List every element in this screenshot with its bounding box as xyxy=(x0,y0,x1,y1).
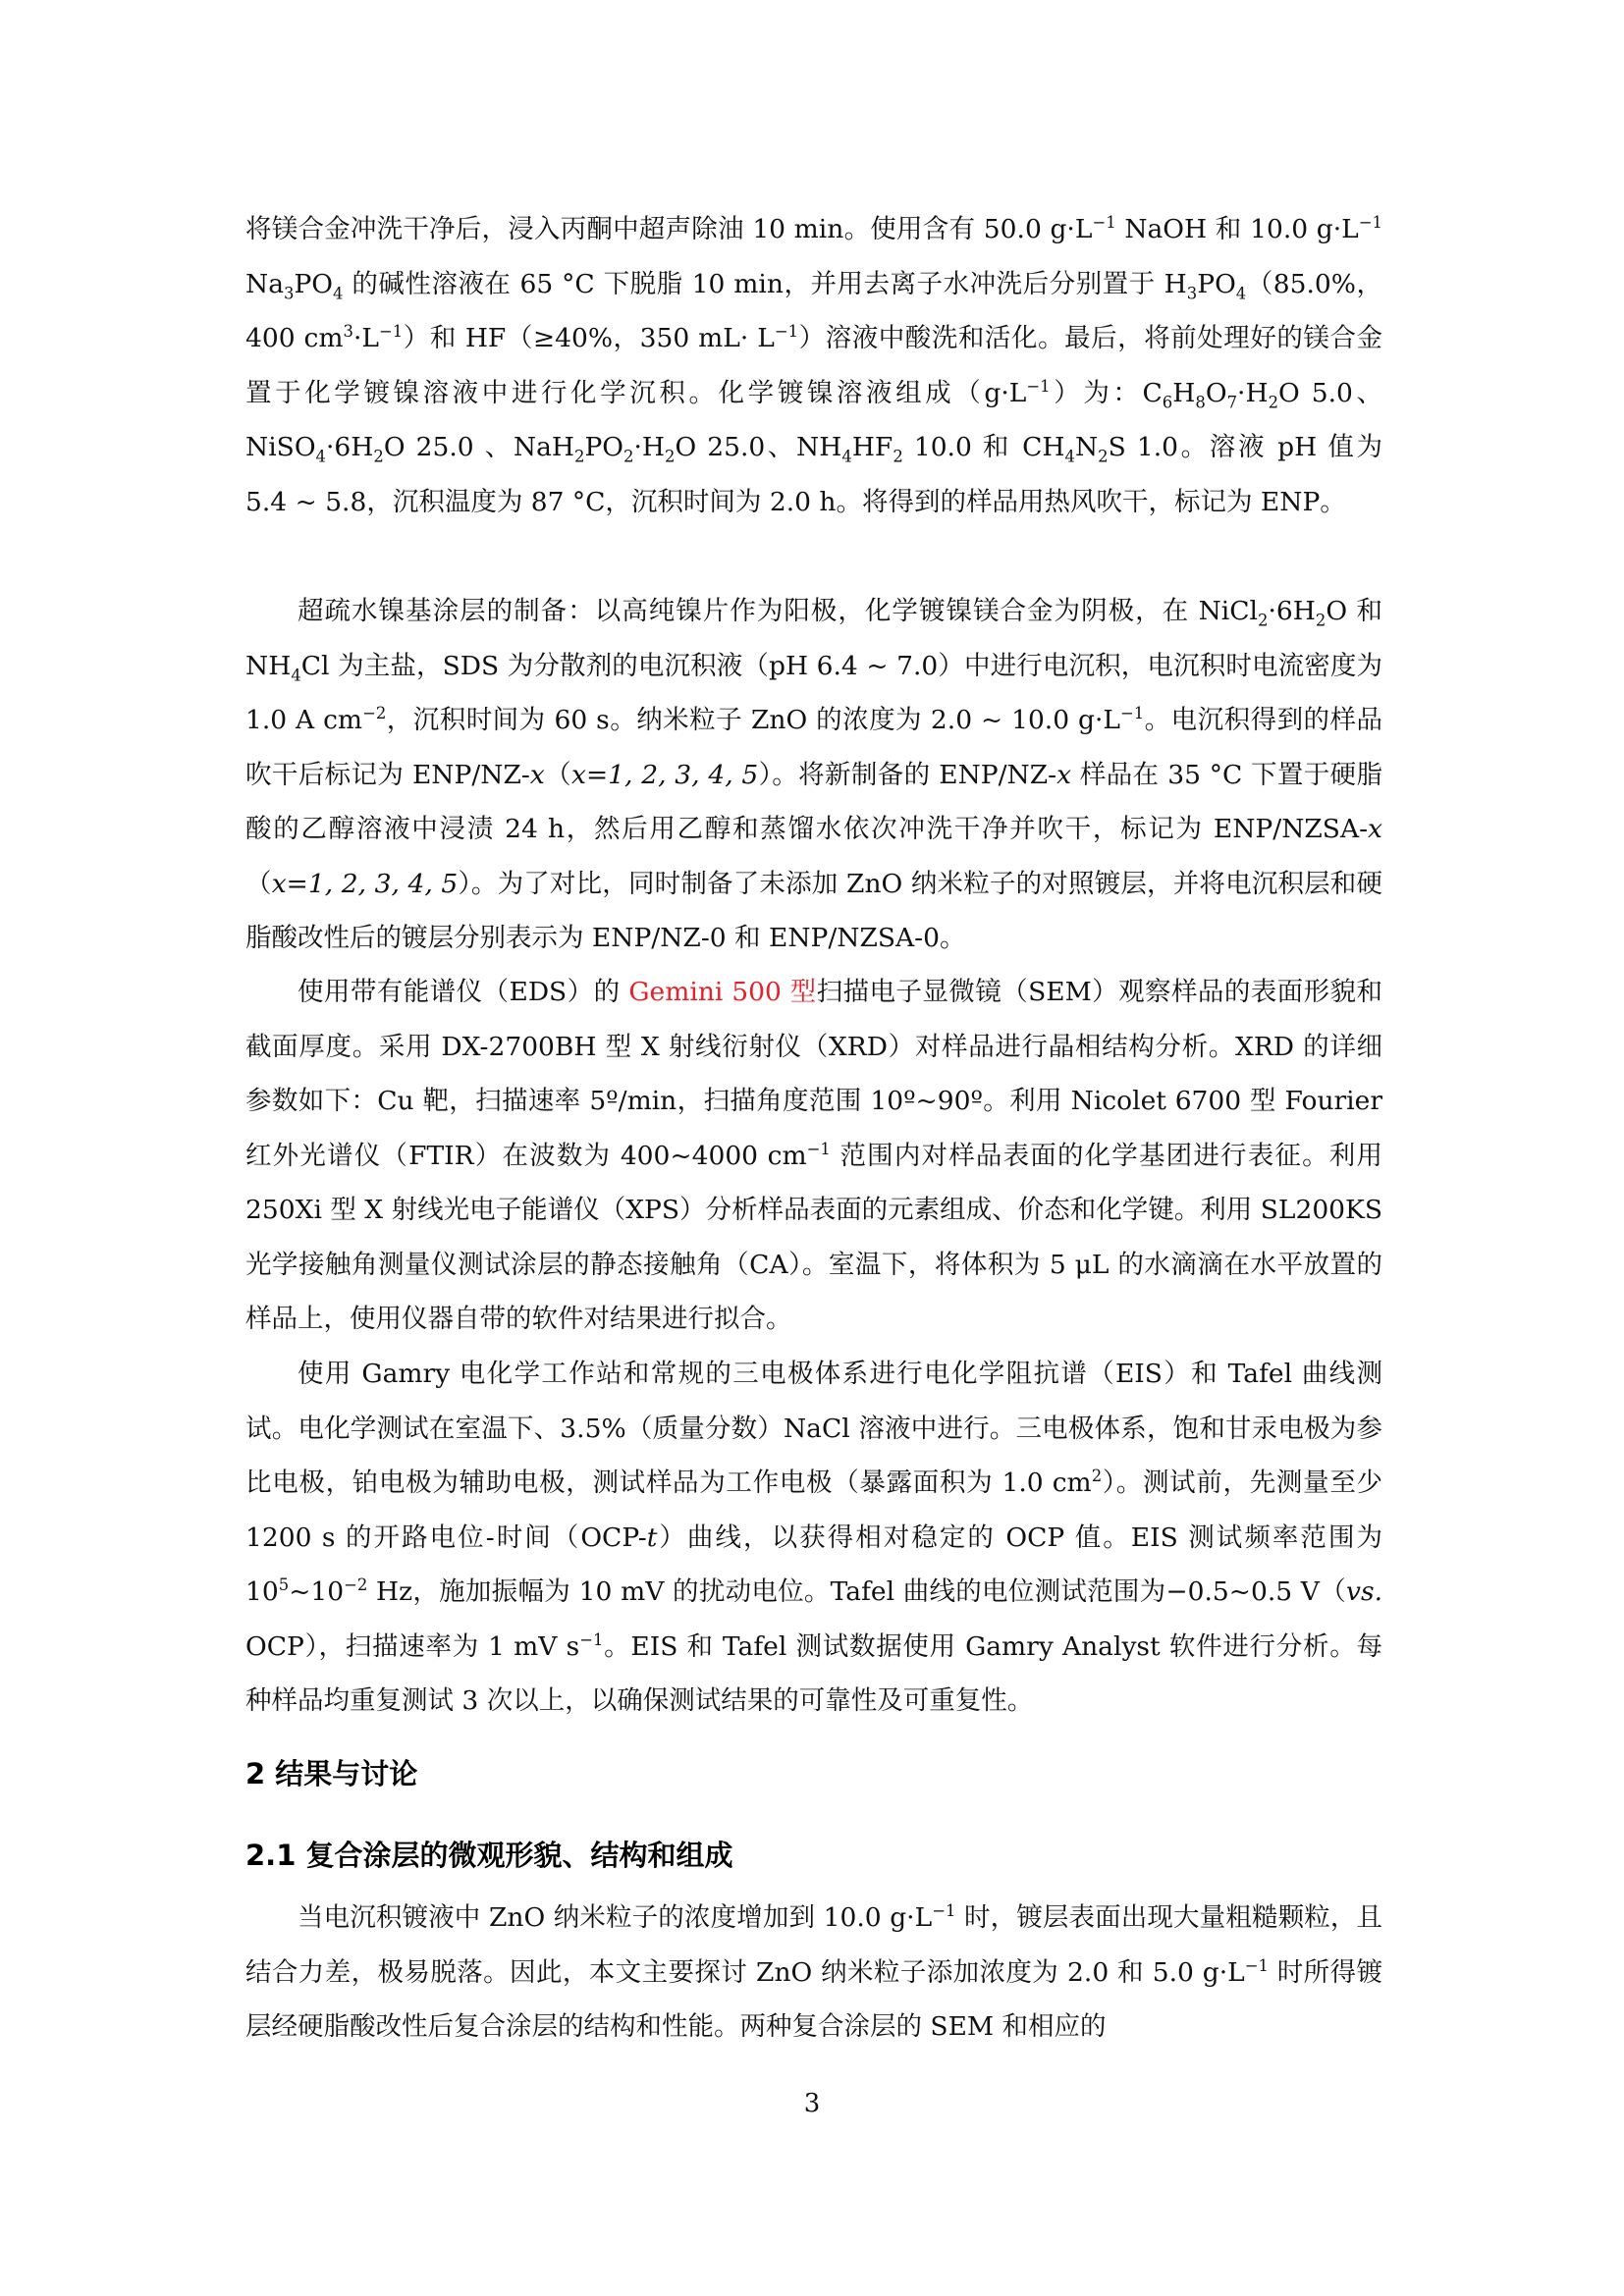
paragraph-electrochemical-tests: 使用 Gamry 电化学工作站和常规的三电极体系进行电化学阻抗谱（EIS）和 Tafel 曲线测试。电化学测试在室温下、3.5%（质量分数）NaCl 溶液中进行。三电极体系，饱和甘汞电极为参比电极，铂电极为辅助电极，测试样品为工作电极（暴露面积为 1.0 $cm^2$）。测试前，先测量至少 1200 s 的开路电位-时间（OCP-t）曲线，以获得相对稳定的 OCP 值。EIS 测试频率范围为 $10^5\sim 10^{-2}$ Hz，施加振幅为 10 mV 的扰动电位。Tafel 曲线的电位测试范围为−0.5~0.5 V（vs. OCP），扫描速率为 1 mV $s^{-1}$。EIS 和 Tafel 测试数据使用 Gamry Analyst 软件进行分析。每种样品均重复测试 3 次以上，以确保测试结果的可靠性及可重复性。 xyxy=(245,1359,1383,1716)
paragraph-pretreatment: 将镁合金冲洗干净后，浸入丙酮中超声除油 10 min。使用含有 50.0 $g\cdot L^{-1}$ NaOH 和 10.0 $g\cdot L^{-1}$ $Na_3PO_4$ 的碱性溶液在 65 °C 下脱脂 10 min，并用去离子水冲洗后分别置于 $H_3PO_4(85.0\%$，400 $cm^3\cdot L^{-1}$）和 HF（≥40%，350 $mL\cdot L^{-1}$）溶液中酸洗和活化。最后，将前处理好的镁合金置于化学镀镍溶液中进行化学沉积。化学镀镍溶液组成$(g\cdot L^{-1})$为：$C_6H_8O_7\cdot H_2O$ 5.0、$NiSO_4\cdot 6H_2O$ 25.0 、$NaH_2PO_2\cdot H_2O$ 25.0、$NH_4HF_2$ 10.0 和 $CH_4N_2S$ 1.0。溶液 pH 值为 5.4 ~ 5.8，沉积温度为 87 °C，沉积时间为 2.0 h。将得到的样品用热风吹干，标记为 ENP。 xyxy=(245,213,1383,517)
section-heading: 2 结果与讨论 xyxy=(245,1757,418,1790)
paragraph-superhydrophobic-coating-prep: 超疏水镍基涂层的制备：以高纯镍片作为阳极，化学镀镍镁合金为阴极，在 $NiCl_2\cdot 6H_2O$ 和 $NH_4Cl$ 为主盐，SDS 为分散剂的电沉积液（pH 6.4 ~ 7.0）中进行电沉积，电沉积时电流密度为 1.0 A $cm^{-2}$，沉积时间为 60 s。纳米粒子 ZnO 的浓度为 2.0 ~ 10.0 $g\cdot L^{-1}$。电沉积得到的样品吹干后标记为 ENP/NZ-x（x=1, 2, 3, 4, 5）。将新制备的 ENP/NZ-x 样品在 35 °C 下置于硬脂酸的乙醇溶液中浸渍 24 h，然后用乙醇和蒸馏水依次冲洗干净并吹干，标记为 ENP/NZSA-x（x=1, 2, 3, 4, 5）。为了对比，同时制备了未添加 ZnO 纳米粒子的对照镀层，并将电沉积层和硬脂酸改性后的镀层分别表示为 ENP/NZ-0 和 ENP/NZSA-0。 xyxy=(245,596,1383,953)
paragraph-characterization: 使用带有能谱仪（EDS）的 Gemini 500 型扫描电子显微镜（SEM）观察样品的表面形貌和截面厚度。采用 DX-2700BH 型 X 射线衍射仪（XRD）对样品进行晶相结构分析。XRD 的详细参数如下：Cu 靶，扫描速率 5º/min，扫描角度范围 10º~90º。利用 Nicolet 6700 型 Fourier 红外光谱仪（FTIR）在波数为 400~4000 $cm^{-1}$ 范围内对样品表面的化学基团进行表征。利用 250Xi 型 X 射线光电子能谱仪（XPS）分析样品表面的元素组成、价态和化学键。利用 SL200KS 光学接触角测量仪测试涂层的静态接触角（CA）。室温下，将体积为 5 μL 的水滴滴在水平放置的样品上，使用仪器自带的软件对结果进行拟合。 xyxy=(245,977,1382,1334)
highlighted-instrument-name: Gemini 500 型 xyxy=(628,977,817,1007)
paragraph-results-intro: 当电沉积镀液中 ZnO 纳米粒子的浓度增加到 10.0 $g\cdot L^{-1}$ 时，镀层表面出现大量粗糙颗粒，且结合力差，极易脱落。因此，本文主要探讨 ZnO 纳米粒子添加浓度为 2.0 和 5.0 $g\cdot L^{-1}$ 时所得镀层经硬脂酸改性后复合涂层的结构和性能。两种复合涂层的 SEM 和相应的 xyxy=(245,1901,1382,2042)
subsection-heading: 2.1 复合涂层的微观形貌、结构和组成 xyxy=(245,1839,733,1872)
page-number: 3 xyxy=(803,2089,821,2118)
